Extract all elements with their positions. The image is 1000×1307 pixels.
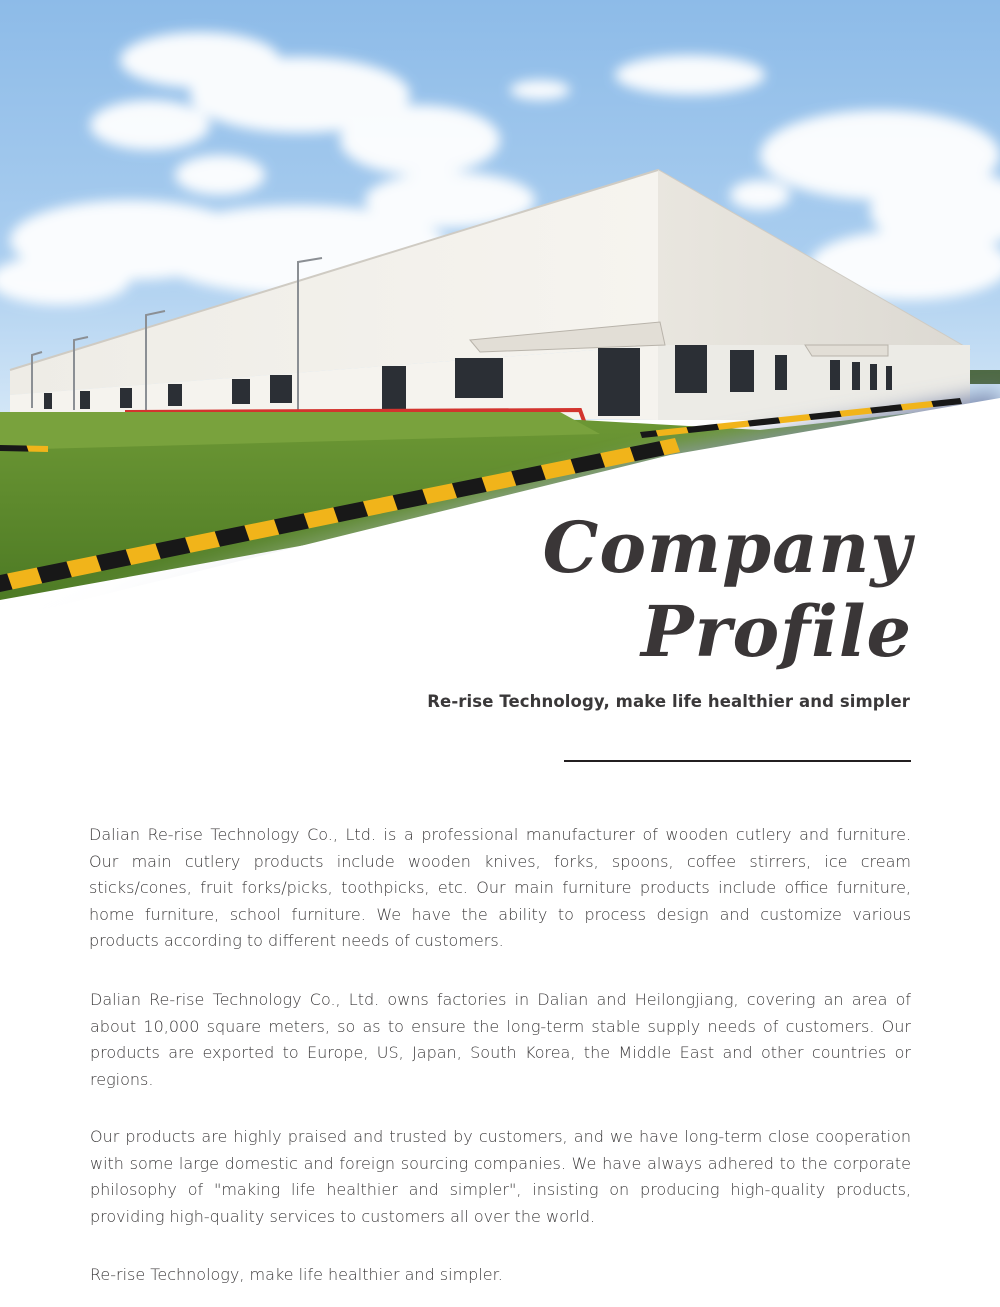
tagline: Re-rise Technology, make life healthier and simpler xyxy=(427,692,910,711)
divider-line xyxy=(564,760,911,762)
paragraph-slogan: Re-rise Technology, make life healthier and simpler. xyxy=(90,1265,503,1284)
paragraph-cooperation: Our products are highly praised and trusted by customers, and we have long-term close cooperation with some large domestic and foreign sourcing companies. We have always adhered to the corporate philosophy of "making life healthier and simpler", insisting on producing high-quality products, providing high-quality services to customers all over the world. xyxy=(90,1127,911,1226)
paragraph-factories: Dalian Re-rise Technology Co., Ltd. owns factories in Dalian and Heilongjiang, covering an area of about 10,000 square meters, so as to ensure the long-term stable supply needs of customers. Our products are exported to Europe, US, Japan, South Korea, the Middle East and other countries or regions. xyxy=(90,990,911,1089)
page-title xyxy=(543,506,912,674)
title-line-profile: Profile xyxy=(640,590,912,673)
title-line-company: Company xyxy=(542,506,912,589)
paragraph-intro: Dalian Re-rise Technology Co., Ltd. is a professional manufacturer of wooden cutlery and furniture. Our main cutlery products include wooden knives, forks, spoons, coffee stirrers, ice cream sticks/cones, fruit forks/picks, toothpicks, etc. Our main furniture products include office furniture, home furniture, school furniture. We have the ability to process design and customize various products according to different needs of customers. xyxy=(89,825,911,950)
